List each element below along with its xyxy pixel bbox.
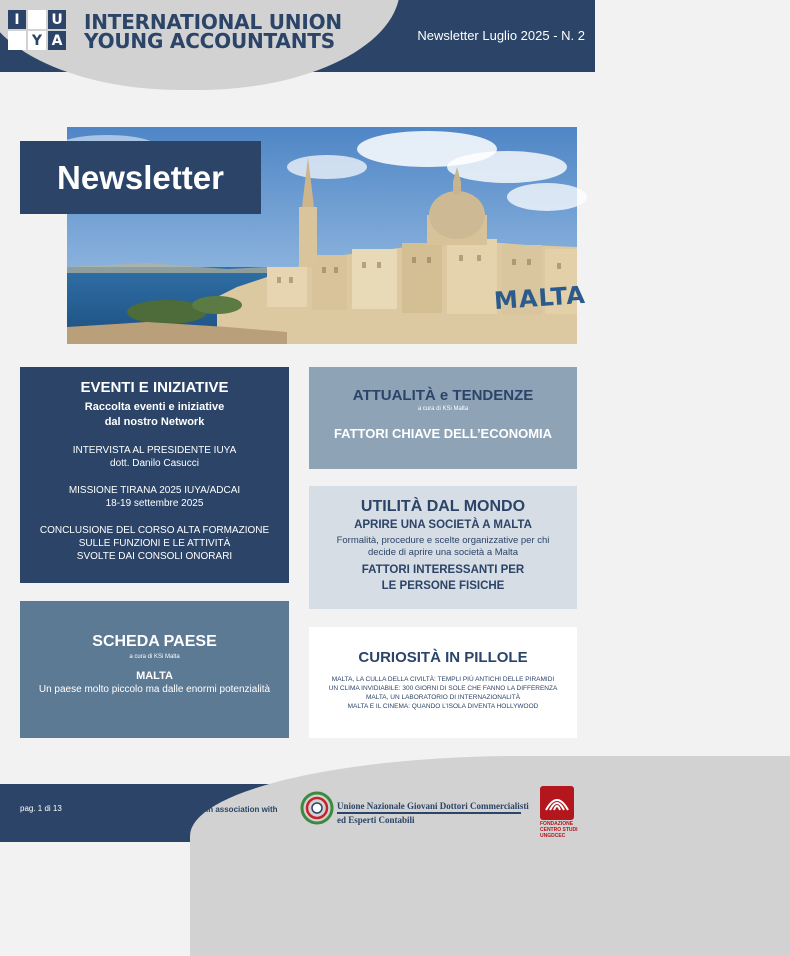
iuya-logo <box>8 10 74 60</box>
utilita-headline2-line2: LE PERSONE FISICHE <box>381 580 505 592</box>
utilita-headline: APRIRE UNA SOCIETÀ A MALTA <box>354 519 532 531</box>
footer-curve <box>190 756 790 956</box>
org-name-line1: INTERNATIONAL UNION <box>84 10 342 34</box>
logo-blank-1 <box>28 10 46 29</box>
scheda-country: MALTA <box>136 670 173 682</box>
fondazione-line1: FONDAZIONE <box>540 821 574 827</box>
eventi-section[interactable] <box>20 367 289 583</box>
eventi-item3-line1: CONCLUSIONE DEL CORSO ALTA FORMAZIONE <box>39 525 270 536</box>
eventi-subtitle <box>20 400 289 430</box>
ungdcec-rule <box>337 812 521 814</box>
attualita-section[interactable] <box>309 367 577 469</box>
curiosita-item: MALTA E IL CINEMA: QUANDO L’ISOLA DIVENTA HOLLYWOOD <box>347 703 539 710</box>
issue-label: Newsletter Luglio 2025 - N. 2 <box>417 28 585 43</box>
curiosita-section[interactable] <box>309 627 577 738</box>
fondazione-line2: CENTRO STUDI <box>540 827 578 833</box>
association-label: in association with <box>206 805 278 814</box>
eventi-item3-line3: SVOLTE DAI CONSOLI ONORARI <box>76 551 233 562</box>
utilita-description <box>309 535 577 559</box>
fondazione-logo <box>540 786 574 820</box>
eventi-subtitle-line2: dal nostro Network <box>104 416 205 428</box>
ungdcec-emblem-icon <box>300 791 334 825</box>
utilita-title: UTILITÀ DAL MONDO <box>360 498 526 515</box>
org-name <box>84 10 342 53</box>
ungdcec-name-line2: ed Esperti Contabili <box>337 815 415 825</box>
eventi-item2-line1: MISSIONE TIRANA 2025 IUYA/ADCAI <box>68 485 241 496</box>
scheda-description: Un paese molto piccolo ma dalle enormi potenzialità <box>38 684 271 695</box>
curiosita-title: CURIOSITÀ IN PILLOLE <box>358 649 528 666</box>
curiosita-item: MALTA, LA CULLA DELLA CIVILTÀ: TEMPLI PIÙ ANTICHI DELLE PIRAMIDI <box>331 676 555 683</box>
scheda-title: SCHEDA PAESE <box>92 633 217 650</box>
eventi-item-corso[interactable] <box>20 524 289 563</box>
logo-blank-2 <box>8 31 26 50</box>
curiosita-item: MALTA, UN LABORATORIO DI INTERNAZIONALITÀ <box>365 694 521 701</box>
fondazione-emblem-icon <box>540 786 574 820</box>
attualita-headline: FATTORI CHIAVE DELL’ECONOMIA <box>333 426 553 441</box>
curiosita-item: UN CLIMA INVIDIABILE: 300 GIORNI DI SOLE CHE FANNO LA DIFFERENZA <box>328 685 558 692</box>
fondazione-name <box>540 821 590 839</box>
eventi-title: EVENTI E INIZIATIVE <box>80 379 229 396</box>
scheda-paese-section[interactable] <box>20 601 289 738</box>
ungdcec-logo <box>300 791 334 825</box>
eventi-item2-line2: 18-19 settembre 2025 <box>105 498 204 509</box>
ungdcec-name-line1: Unione Nazionale Giovani Dottori Commercialisti <box>337 801 529 811</box>
page-number: pag. 1 di 13 <box>20 804 62 813</box>
org-name-line2: YOUNG ACCOUNTANTS <box>84 29 335 53</box>
utilita-headline2-line1: FATTORI INTERESSANTI PER <box>361 564 525 576</box>
eventi-item1-line2: dott. Danilo Casucci <box>110 458 199 469</box>
curiosita-list <box>309 675 577 711</box>
attualita-byline: a cura di KSi Malta <box>417 406 469 412</box>
eventi-item-missione[interactable] <box>20 484 289 510</box>
scheda-byline: a cura di KSi Malta <box>129 654 180 660</box>
logo-letter-a: A <box>48 31 66 50</box>
fondazione-line3: UNGDCEC <box>540 833 566 839</box>
utilita-headline2 <box>309 562 577 594</box>
logo-letter-y: Y <box>28 31 46 50</box>
eventi-item1-line1: INTERVISTA AL PRESIDENTE IUYA <box>72 445 237 456</box>
eventi-subtitle-line1: Raccolta eventi e iniziative <box>84 401 225 413</box>
malta-lettering: MALTA <box>493 280 587 316</box>
utilita-section[interactable] <box>309 486 577 609</box>
eventi-item-intervista[interactable] <box>20 444 289 470</box>
eventi-item3-line2: SULLE FUNZIONI E LE ATTIVITÀ <box>78 538 231 549</box>
newsletter-title: Newsletter <box>20 141 261 214</box>
logo-letter-i: I <box>8 10 26 29</box>
logo-letter-u: U <box>48 10 66 29</box>
utilita-desc-line1: Formalità, procedure e scelte organizzative per chi <box>336 535 550 546</box>
attualita-title: ATTUALITÀ e TENDENZE <box>352 387 534 404</box>
utilita-desc-line2: decide di aprire una società a Malta <box>368 547 518 558</box>
